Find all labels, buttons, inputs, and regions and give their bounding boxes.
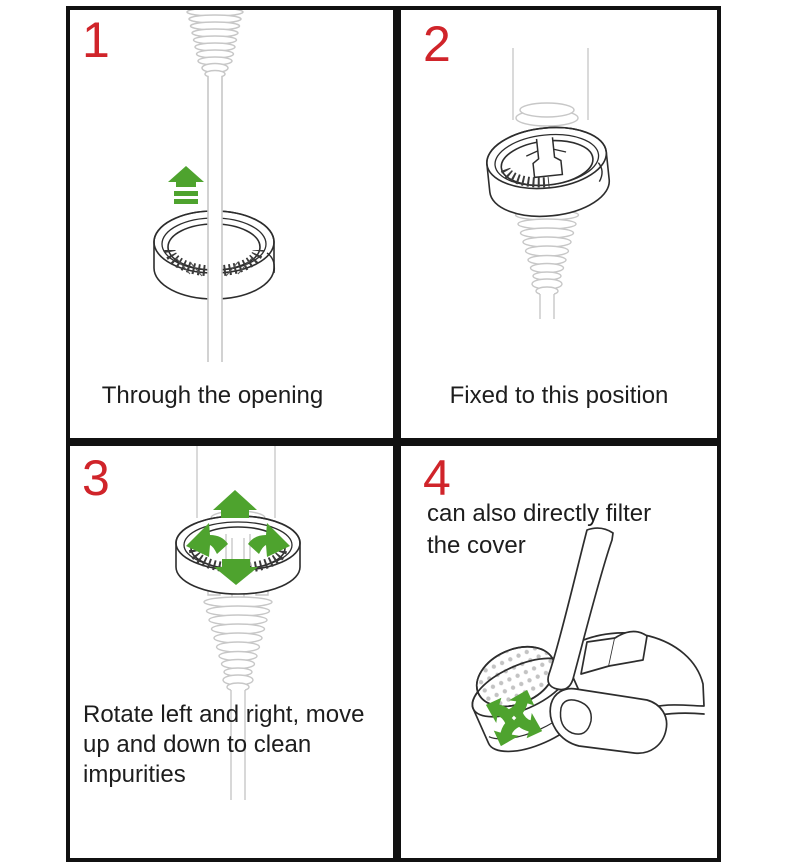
caption-line: Through the opening [101,382,324,409]
caption-line: can also directly filter [427,500,652,527]
step-number: 4 [423,450,451,506]
step-caption [83,700,364,790]
illustration-rotate-and-move [70,446,393,858]
step-caption [51,381,374,411]
step-number: 3 [82,450,110,506]
hose-collar [516,103,578,126]
filter-ring [484,122,613,222]
step-number: 1 [82,12,110,68]
illustration-ring-fixed [401,10,717,438]
panel-step-2 [397,6,721,442]
caption-line: impurities [83,761,186,788]
move-up-arrow-icon [168,166,204,204]
caption-line: Fixed to this position [449,382,669,409]
step-caption [401,381,717,411]
illustration-ring-through-hose [70,10,393,438]
panel-step-1 [66,6,397,442]
hose-tube [208,76,222,362]
caption-line: Rotate left and right, move [83,701,365,728]
step-caption [427,498,651,562]
hose-cone [187,10,243,78]
step-number: 2 [423,16,451,72]
caption-line: the cover [427,532,526,559]
panel-step-4 [397,442,721,862]
caption-line: up and down to clean [83,731,312,758]
panel-step-3 [66,442,397,862]
